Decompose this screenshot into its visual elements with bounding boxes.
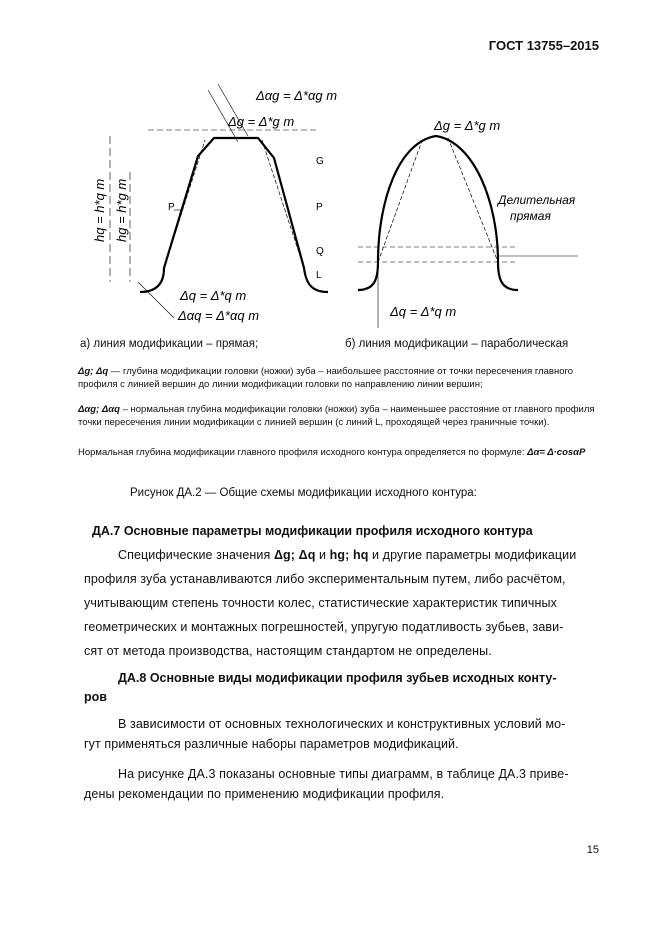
note-2: Δαg; Δαq – нормальная глубина модификации головки (ножки) зуба – наименьшее расстояние от главного профиля точки пересечения линии модификации с линией вершин (с линий L, проходящей через граничные точки). (78, 404, 595, 428)
label-l: L (316, 270, 322, 281)
caption-b: б) линия модификации – параболическая (345, 338, 569, 350)
section-7-heading: ДА.7 Основные параметры модификации профиля исходного контура (92, 524, 533, 538)
section-8-heading-cont: ров (84, 690, 107, 704)
section-7-line-5: сят от метода производства, настоящим стандартом не определены. (84, 644, 492, 658)
section-8-heading: ДА.8 Основные виды модификации профиля зубьев исходных конту- (118, 671, 557, 685)
section-7-line-3: учитывающим степень точности колес, статистические характеристик типичных (84, 596, 557, 610)
section-8-p1-line-1: В зависимости от основных технологических и конструктивных условий мо- (118, 717, 566, 731)
section-8-p1-line-2: гут применяться различные наборы параметров модификаций. (84, 737, 459, 751)
caption-a: а) линия модификации – прямая; (80, 338, 259, 350)
label-pitch-line-1: Делительная (498, 193, 576, 207)
section-7-line-2: профиля зуба устанавливаются либо экспериментальным путем, либо расчётом, (84, 572, 566, 586)
section-8-p2-line-2: дены рекомендации по применению модификации профиля. (84, 787, 445, 801)
label-hq: hq = h*q m (92, 178, 107, 242)
section-7-line-4: геометрических и монтажных погрешностей, упругую податливость зубьев, зави- (84, 620, 564, 634)
figure-caption: Рисунок ДА.2 — Общие схемы модификации исходного контура: (130, 487, 477, 499)
label-pitch-line-2: прямая (510, 209, 551, 223)
document-header: ГОСТ 13755–2015 (488, 38, 599, 53)
note-3: Нормальная глубина модификации главного профиля исходного контура определяется по формуле: Δα= Δ·cosαP (78, 447, 586, 458)
section-8-p2-line-1: На рисунке ДА.3 показаны основные типы диаграмм, в таблице ДА.3 приве- (118, 767, 569, 781)
section-7-line-1: Специфические значения Δg; Δq и hg; hq и другие параметры модификации (118, 548, 577, 562)
label-delta-aq: Δαq = Δ*αq m (178, 308, 260, 323)
label-p-right: P (316, 202, 323, 213)
label-q: Q (316, 246, 324, 257)
label-g: G (316, 156, 324, 167)
label-delta-q-left: Δq = Δ*q m (180, 288, 247, 303)
tooth-profile-b (358, 136, 578, 328)
note-1: Δg; Δq — глубина модификации головки (ножки) зуба – наибольшее расстояние от точки пересечения главного профиля с линией вершин до линии модификации головки по направлению линии вершин; (78, 366, 574, 390)
label-delta-g-left: Δg = Δ*g m (228, 114, 295, 129)
label-delta-g-right: Δg = Δ*g m (434, 118, 501, 133)
label-delta-ag: Δαg = Δ*αg m (256, 88, 338, 103)
label-hg: hg = h*g m (114, 178, 129, 242)
tooth-profile-a (110, 84, 328, 318)
label-p-left: P (168, 202, 175, 213)
page-number: 15 (586, 844, 599, 856)
label-delta-q-right: Δq = Δ*q m (390, 304, 457, 319)
modification-diagram (78, 82, 598, 334)
